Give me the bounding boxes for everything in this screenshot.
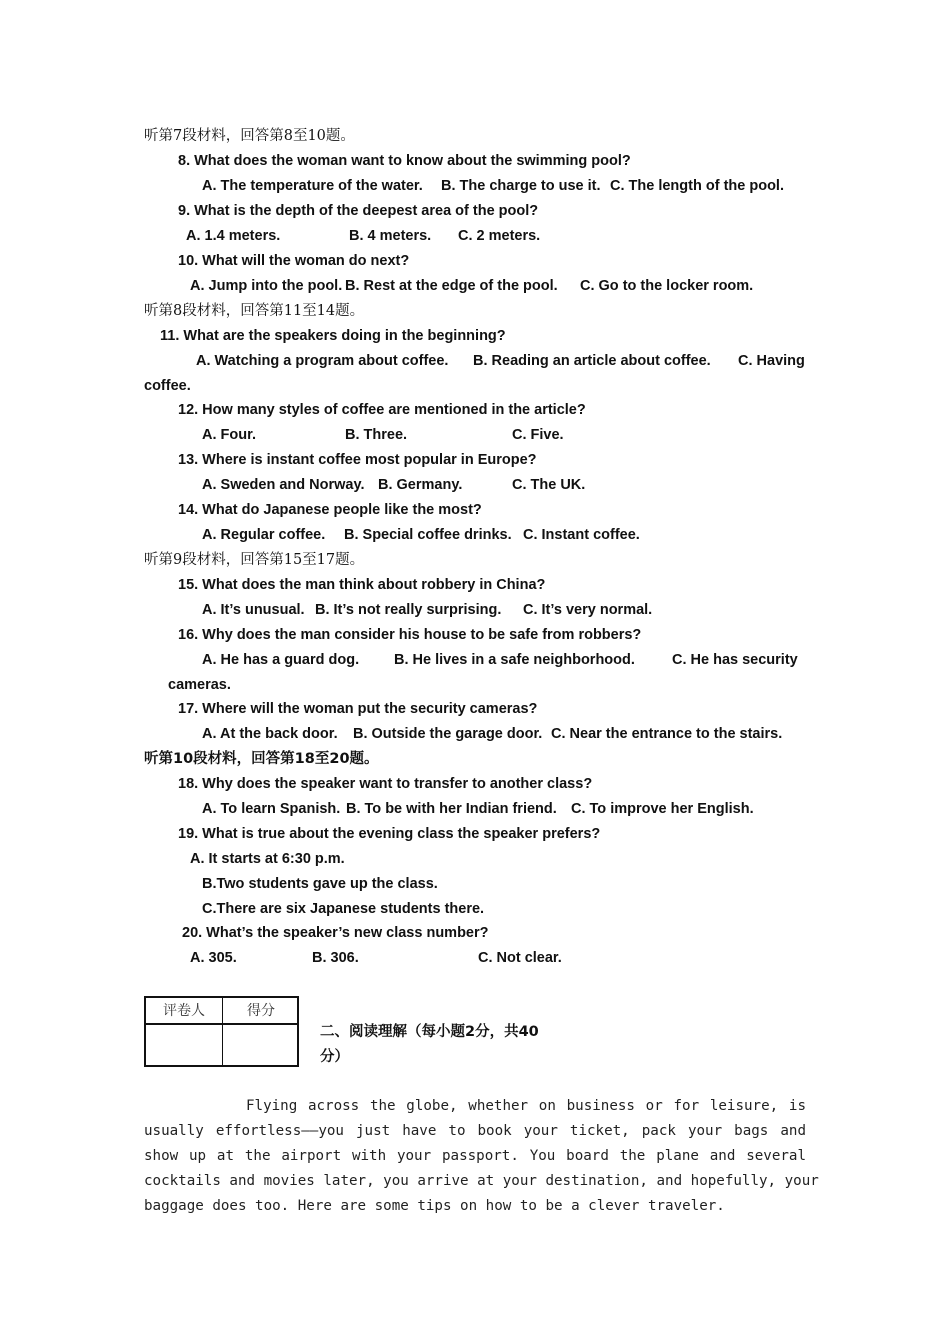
section-header-7: 听第7段材料，回答第8至10题。 (144, 128, 355, 144)
question-16: 16. Why does the man consider his house to be safe from robbers? (178, 627, 642, 643)
question-11: 11. What are the speakers doing in the beginning? (160, 328, 506, 344)
q13-option-b: B. Germany. (378, 477, 463, 493)
question-18: 18. Why does the speaker want to transfer to another class? (178, 776, 593, 792)
question-19: 19. What is true about the evening class the speaker prefers? (178, 826, 601, 842)
q9-option-a: A. 1.4 meters. (186, 228, 281, 244)
q19-option-c: C.There are six Japanese students there. (202, 901, 485, 917)
section-header-9: 听第9段材料，回答第15至17题。 (144, 552, 365, 568)
q12-option-a: A. Four. (202, 427, 256, 443)
q8-option-c: C. The length of the pool. (610, 178, 784, 194)
q12-option-c: C. Five. (512, 427, 564, 443)
section-header-10: 听第10段材料，回答第18至20题。 (144, 751, 379, 767)
q18-option-b: B. To be with her Indian friend. (346, 801, 557, 817)
q17-option-a: A. At the back door. (202, 726, 338, 742)
score-box (144, 996, 299, 1067)
q11-option-c: C. Having (738, 353, 805, 369)
q8-option-a: A. The temperature of the water. (202, 178, 423, 194)
q15-option-b: B. It’s not really surprising. (315, 602, 502, 618)
question-15: 15. What does the man think about robbery in China? (178, 577, 546, 593)
score-box-header-line (146, 1023, 297, 1025)
score-label: 得分 (247, 1003, 275, 1019)
question-14: 14. What do Japanese people like the most? (178, 502, 482, 518)
q10-option-a: A. Jump into the pool. (190, 278, 343, 294)
q13-option-a: A. Sweden and Norway. (202, 477, 365, 493)
question-8: 8. What does the woman want to know about the swimming pool? (178, 153, 631, 169)
q11-option-b: B. Reading an article about coffee. (473, 353, 711, 369)
q18-option-c: C. To improve her English. (571, 801, 754, 817)
section-header-8: 听第8段材料，回答第11至14题。 (144, 303, 365, 319)
question-17: 17. Where will the woman put the security cameras? (178, 701, 538, 717)
q18-option-a: A. To learn Spanish. (202, 801, 341, 817)
q19-option-a: A. It starts at 6:30 p.m. (190, 851, 345, 867)
question-9: 9. What is the depth of the deepest area of the pool? (178, 203, 539, 219)
part2-title-continued: 分） (320, 1049, 349, 1065)
q14-option-b: B. Special coffee drinks. (344, 527, 512, 543)
q13-option-c: C. The UK. (512, 477, 586, 493)
question-10: 10. What will the woman do next? (178, 253, 410, 269)
passage-line-4: cocktails and movies later, you arrive at your destination, and hopefully, your (144, 1173, 819, 1189)
q8-option-b: B. The charge to use it. (441, 178, 601, 194)
q9-option-b: B. 4 meters. (349, 228, 432, 244)
q19-option-b: B.Two students gave up the class. (202, 876, 438, 892)
q17-option-c: C. Near the entrance to the stairs. (551, 726, 783, 742)
passage-line-2: usually effortless——you just have to book your ticket, pack your bags and (144, 1123, 806, 1139)
question-13: 13. Where is instant coffee most popular in Europe? (178, 452, 537, 468)
q15-option-a: A. It’s unusual. (202, 602, 305, 618)
q14-option-c: C. Instant coffee. (523, 527, 640, 543)
q12-option-b: B. Three. (345, 427, 408, 443)
q20-option-b: B. 306. (312, 950, 359, 966)
q16-option-c: C. He has security (672, 652, 798, 668)
q17-option-b: B. Outside the garage door. (353, 726, 543, 742)
q9-option-c: C. 2 meters. (458, 228, 541, 244)
q14-option-a: A. Regular coffee. (202, 527, 326, 543)
passage-line-3: show up at the airport with your passport. You board the plane and several (144, 1148, 806, 1164)
question-20: 20. What’s the speaker’s new class number? (182, 925, 489, 941)
q16-option-a: A. He has a guard dog. (202, 652, 360, 668)
passage-line-5: baggage does too. Here are some tips on how to be a clever traveler. (144, 1198, 725, 1214)
q10-option-b: B. Rest at the edge of the pool. (345, 278, 558, 294)
q20-option-c: C. Not clear. (478, 950, 562, 966)
question-12: 12. How many styles of coffee are mentioned in the article? (178, 402, 586, 418)
q15-option-c: C. It’s very normal. (523, 602, 653, 618)
part2-title: 二、阅读理解（每小题2分，共40 (320, 1024, 539, 1040)
q20-option-a: A. 305. (190, 950, 237, 966)
grader-label: 评卷人 (163, 1003, 205, 1019)
q16-option-b: B. He lives in a safe neighborhood. (394, 652, 635, 668)
passage-line-1: Flying across the globe, whether on business or for leisure, is (246, 1098, 806, 1114)
q16-option-c-continued: cameras. (168, 677, 231, 693)
q11-option-a: A. Watching a program about coffee. (196, 353, 449, 369)
q11-option-c-continued: coffee. (144, 378, 191, 394)
q10-option-c: C. Go to the locker room. (580, 278, 754, 294)
